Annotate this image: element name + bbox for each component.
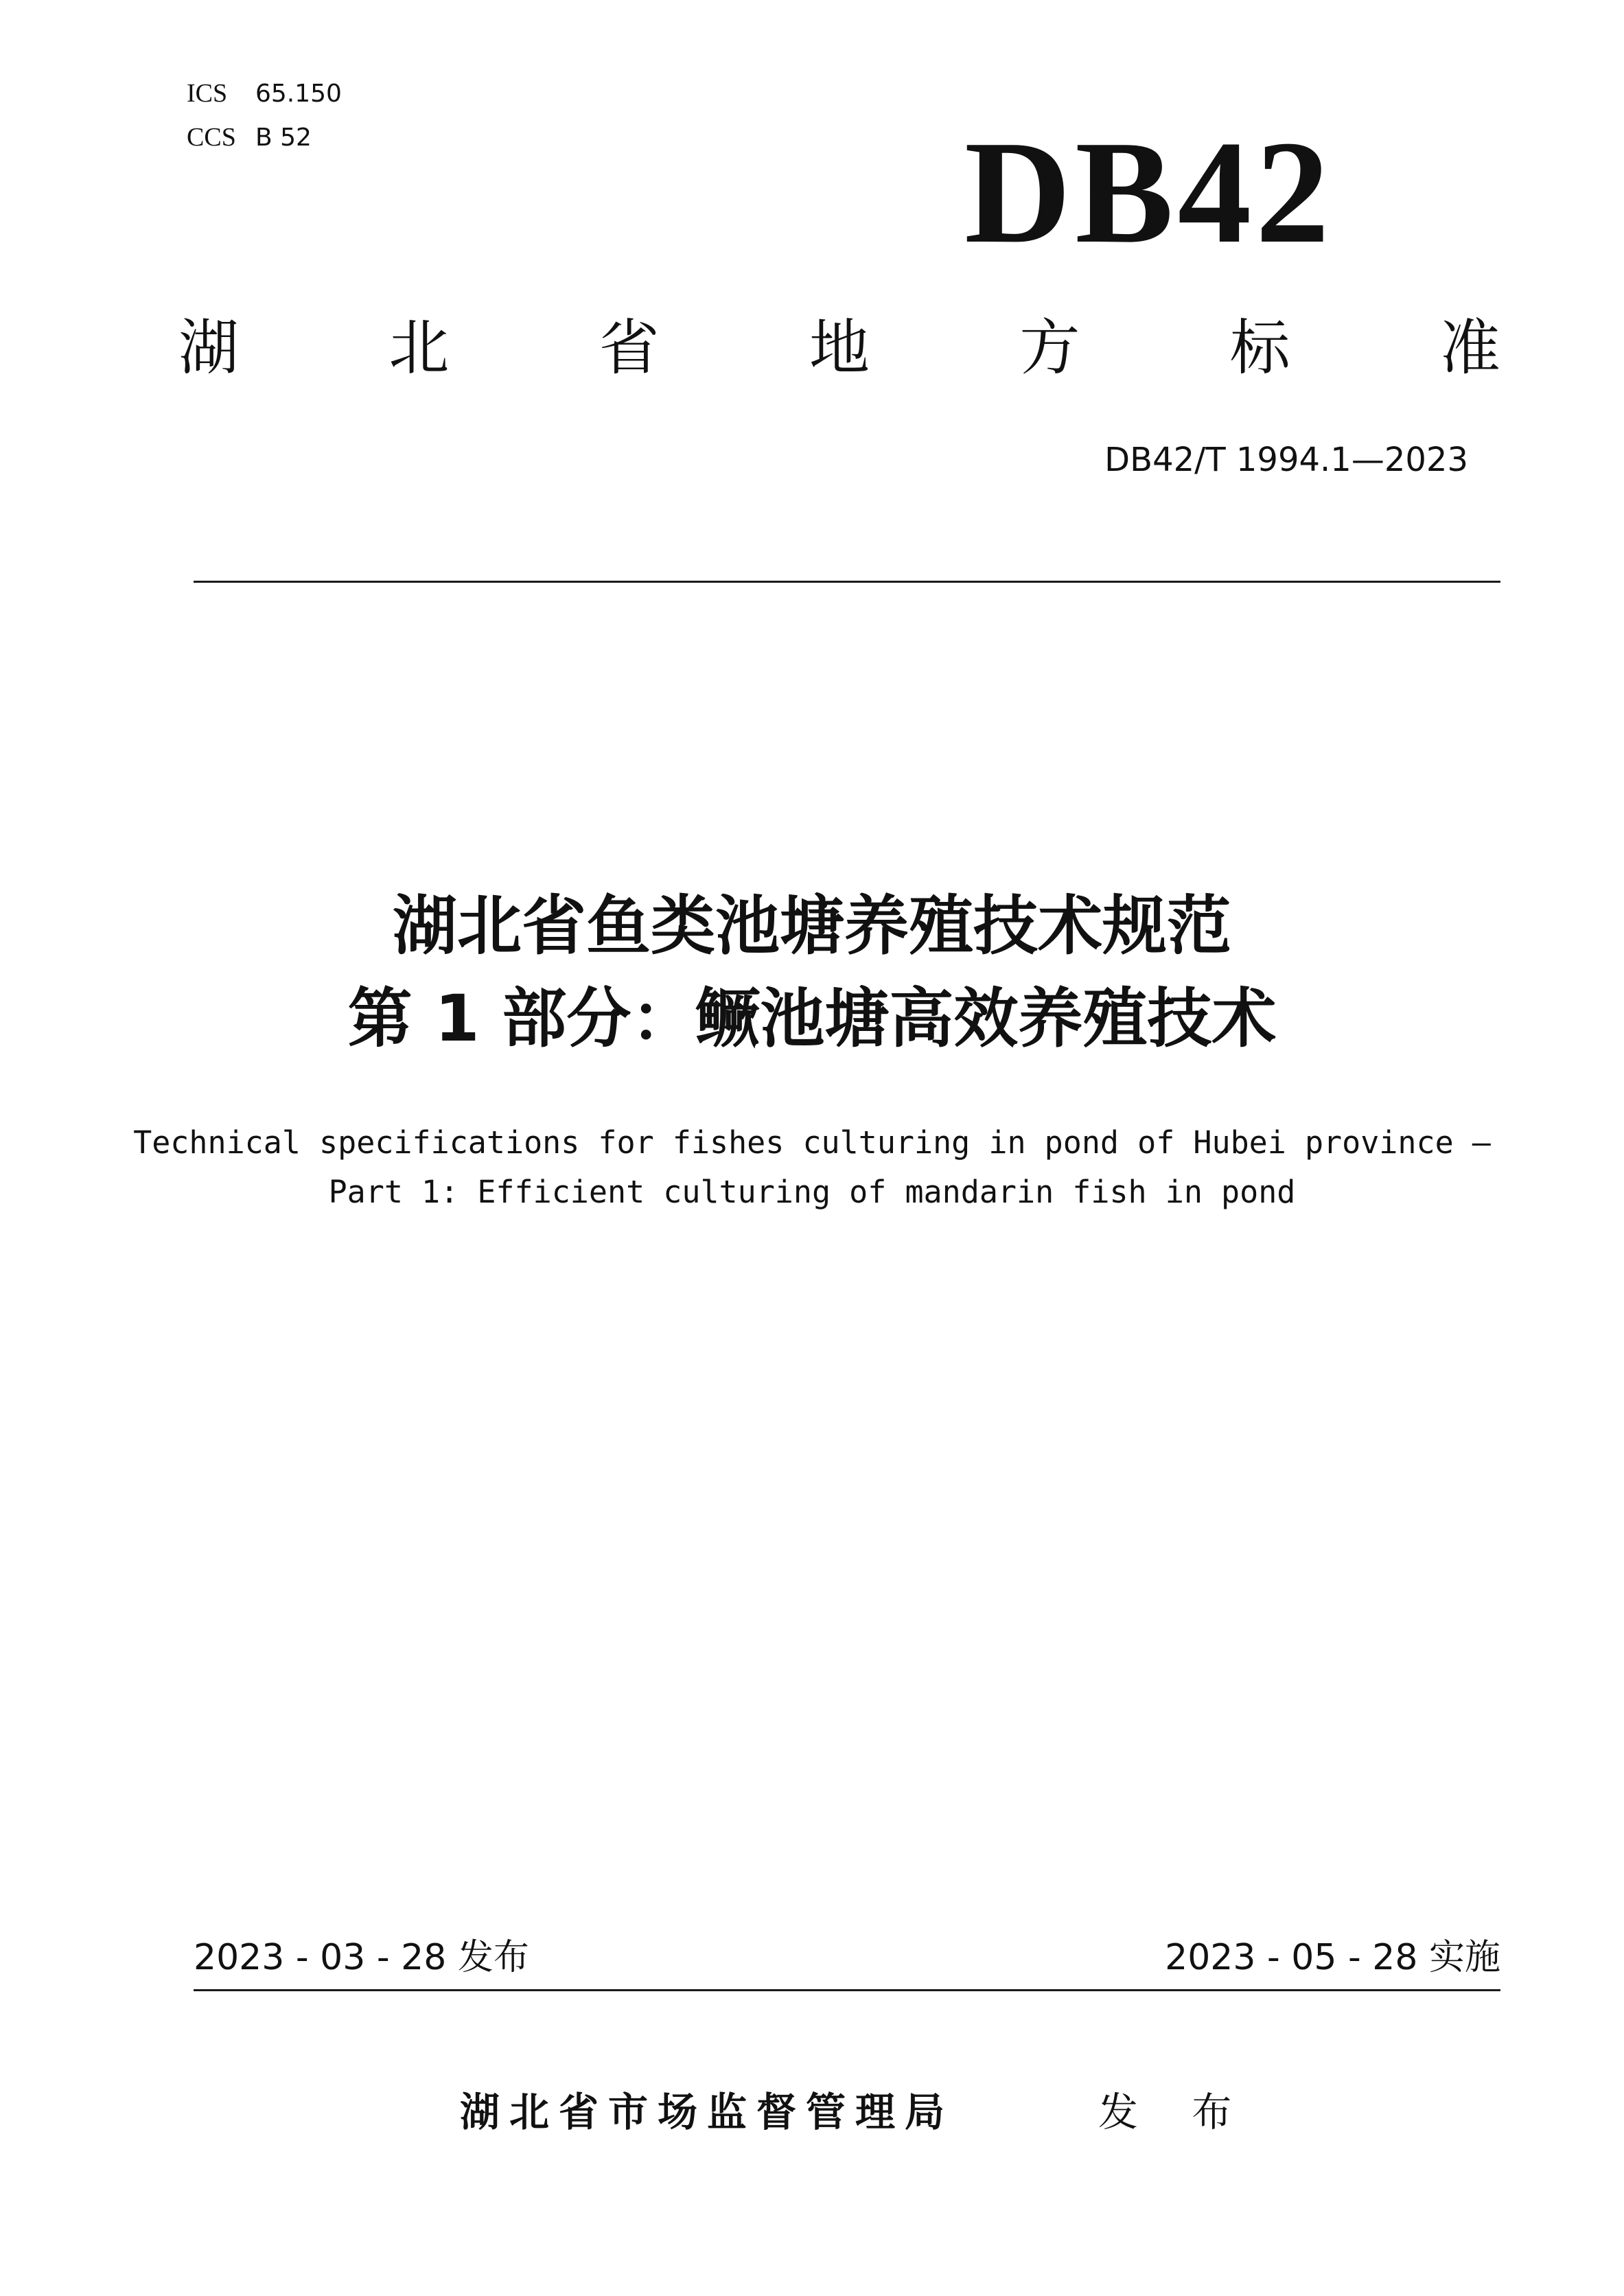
standard-type-char: 准 <box>1439 312 1500 383</box>
title-chinese-line1: 湖北省鱼类池塘养殖技术规范 <box>392 889 1231 964</box>
ccs-value: B 52 <box>255 124 312 152</box>
standard-mark: DB42 <box>964 110 1334 274</box>
issue-action: 发 布 <box>1098 2089 1253 2135</box>
bottom-divider <box>194 1989 1500 1991</box>
ics-code <box>187 77 342 111</box>
standard-type-char: 省 <box>599 312 660 383</box>
title-english-line2: Part 1: Efficient culturing of mandarin fish in pond <box>328 1174 1296 1210</box>
title-english-line1: Technical specifications for fishes culturing in pond of Hubei province — <box>133 1124 1491 1161</box>
issuing-authority: 湖北省市场监督管理局 <box>460 2089 955 2135</box>
standard-type-char: 北 <box>388 312 450 383</box>
top-divider <box>194 581 1500 583</box>
ics-label: ICS <box>187 79 228 108</box>
standard-type-char: 湖 <box>178 312 240 383</box>
standard-type-char: 标 <box>1229 312 1290 383</box>
implementation-date: 2023 - 05 - 28 实施 <box>1165 1937 1500 1978</box>
standard-number: DB42/T 1994.1—2023 <box>1104 441 1468 479</box>
standard-type <box>178 310 1500 386</box>
ccs-code <box>187 121 312 154</box>
ccs-label: CCS <box>187 123 236 152</box>
standard-type-char: 方 <box>1019 312 1080 383</box>
ics-value: 65.150 <box>255 80 342 108</box>
release-date: 2023 - 03 - 28 发布 <box>194 1937 529 1978</box>
standard-type-char: 地 <box>809 312 870 383</box>
title-chinese-line2: 第 1 部分：鳜池塘高效养殖技术 <box>347 982 1277 1056</box>
